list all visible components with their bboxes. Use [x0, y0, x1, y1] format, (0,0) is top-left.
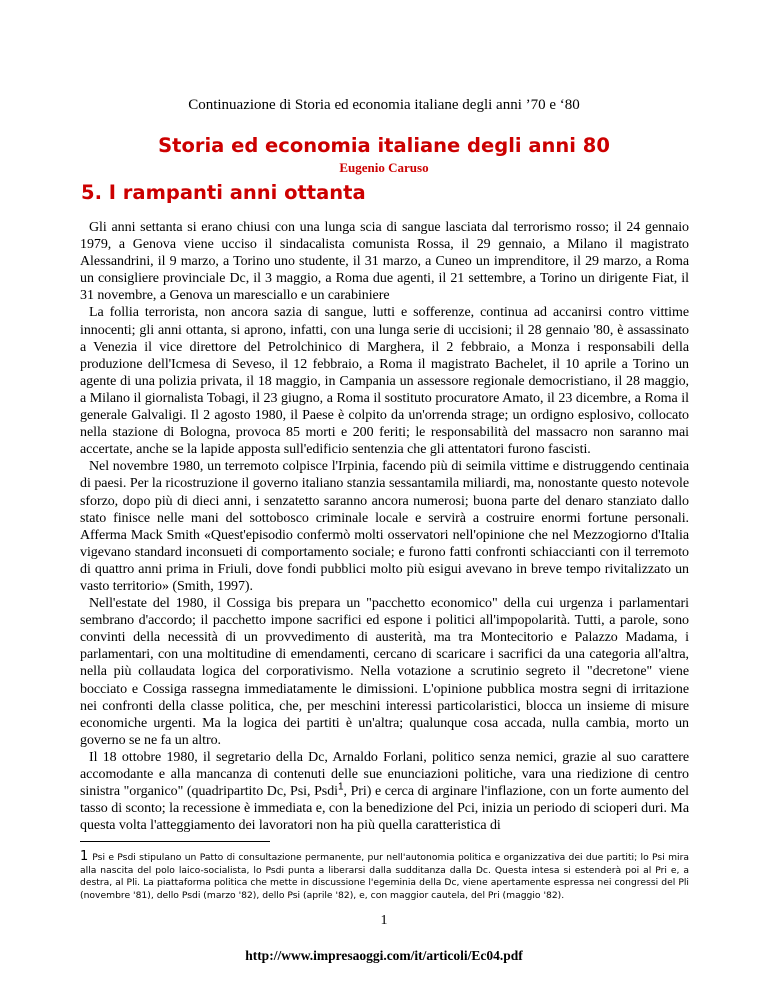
paragraph-4: Nell'estate del 1980, il Cossiga bis prepara un "pacchetto economico" della cui urgenza i parlamentari sembrano d'accordo; il pacchetto impone sacrifici ed espone i politici all'impopolarità. Tutti, a parole, sono convinti della necessità di un provvedimento di austerità, ma tra Montecitorio e Palazzo Madama, i parlamentari, con una moltitudine di emendamenti, cercano di scaricare i sacrifici da una categoria all'altra, nella più collaudata logica del corporativismo. Nella votazione a scrutinio segreto il "decretone" viene bocciato e Cossiga rassegna immediatamente le dimissioni. L'opinione pubblica mostra segni di irritazione nei confronti della classe politica, che, per meschini interessi particolaristici, blocca un insieme di misure economiche urgenti. Ma la logica dei partiti è un'altra; qualunque cosa accada, nulla cambia, morto un governo se ne fa un altro. — [80, 596, 689, 748]
footnote-number: 1 — [80, 849, 89, 864]
paragraph-1: Gli anni settanta si erano chiusi con una lunga scia di sangue lasciata dal terrorismo rosso; il 24 gennaio 1979, a Genova viene ucciso il sindacalista comunista Rossa, il 29 gennaio, a Milano il magistrato Alessandrini, il 9 marzo, a Torino uno studente, il 31 marzo, a Cuneo un imprenditore, il 29 marzo, a Roma un consigliere provinciale Dc, il 3 maggio, a Roma due agenti, il 21 settembre, a Torino un dirigente Fiat, il 31 novembre, a Genova un maresciallo e un carabiniere — [80, 220, 689, 304]
footnote-text: Psi e Psdi stipulano un Patto di consultazione permanente, pur nell'autonomia politica e organizzativa dei due partiti; lo Psi mira alla nascita del polo laico-socialista, lo Psdi punta a liberarsi dalla sudditanza dalla Dc. Questa intesa si estenderà poi al Pri e, a destra, al Pli. La piattaforma politica che mette in discussione l'egeminia della Dc, viene apertamente espressa nei congressi del Pli (novembre '81), dello Psdi (marzo '82), dello Psi (aprile '82), e, con maggior cautela, del Pri (maggio '82). — [80, 852, 689, 901]
page-number: 1 — [380, 913, 388, 928]
paragraph-3: Nel novembre 1980, un terremoto colpisce l'Irpinia, facendo più di seimila vittime e distruggendo centinaia di paesi. Per la ricostruzione il governo italiano stanzia sessantamila miliardi, ma, nonostante questo notevole sforzo, dopo più di dieci anni, i senzatetto saranno ancora numerosi; buona parte del denaro stanziato dallo stato finisce nelle mani del sottobosco criminale locale e servirà a costruire enormi fortune personali. Afferma Mack Smith «Quest'episodio confermò molti osservatori nell'opinione che nel Mezzogiorno d'Italia vigevano standard inconsueti di comportamento sociale; e furono fatti confronti schiaccianti con il terremoto di quattro anni prima in Friuli, dove fondi pubblici molto più esigui avevano in breve tempo rivitalizzato un vasto territorio» (Smith, 1997). — [80, 459, 689, 594]
section-heading: 5. I rampanti anni ottanta — [81, 181, 366, 204]
paragraph-5 — [80, 749, 689, 834]
footer-url-link[interactable]: http://www.impresaoggi.com/it/articoli/Ec04.pdf — [245, 948, 523, 963]
footnote — [80, 851, 689, 902]
footnote-reference[interactable]: 1 — [338, 781, 344, 793]
running-header: Continuazione di Storia ed economia italiane degli anni ’70 e ‘80 — [188, 97, 580, 113]
paragraph-5-text-a: Il 18 ottobre 1980, il segretario della Dc, Arnaldo Forlani, politico senza nemici, grazie al suo carattere accomodante e alla mancanza di contenuti delle sue enunciazioni politiche, vara una riedizione di centro sinistra "organico" (quadripartito Dc, Psi, Psdi — [80, 749, 689, 800]
body-text — [80, 219, 689, 834]
document-title: Storia ed economia italiane degli anni 80 — [158, 134, 610, 157]
footnote-divider — [80, 841, 270, 842]
paragraph-5-text-b: , Pri) e cerca di arginare l'inflazione, con un forte aumento del tasso di sconto; la recessione è immediata e, con la benedizione del Pci, inizia un periodo di scioperi duri. Ma questa volta l'atteggiamento dei lavoratori non ha più quella caratteristica di — [80, 784, 689, 834]
author-name: Eugenio Caruso — [339, 160, 429, 175]
paragraph-2: La follia terrorista, non ancora sazia di sangue, lutti e sofferenze, continua ad accanirsi contro vittime innocenti; gli anni ottanta, si aprono, infatti, con una lunga serie di uccisioni; il 28 gennaio '80, è assassinato a Venezia il vice direttore del Petrolchinico di Marghera, il 2 febbraio, a Monza i responsabili della produzione dell'Icmesa di Seveso, il 12 febbraio, a Roma il magistrato Bachelet, il 10 aprile a Torino un agente di una polizia privata, il 18 maggio, in Campania un assessore regionale democristiano, il 28 maggio, a Milano il giornalista Tobagi, il 23 giugno, a Roma il sostituto procuratore Amato, il 23 dicembre, a Roma il generale Galvaligi. Il 2 agosto 1980, il Paese è colpito da un'orrenda strage; un ordigno esplosivo, collocato nella stazione di Bologna, provoca 85 morti e 200 feriti; le responsabilità del massacro non saranno mai accertate, anche se la lapide apposta sull'edificio sentenzia che gli attentatori furono fascisti. — [80, 305, 689, 458]
